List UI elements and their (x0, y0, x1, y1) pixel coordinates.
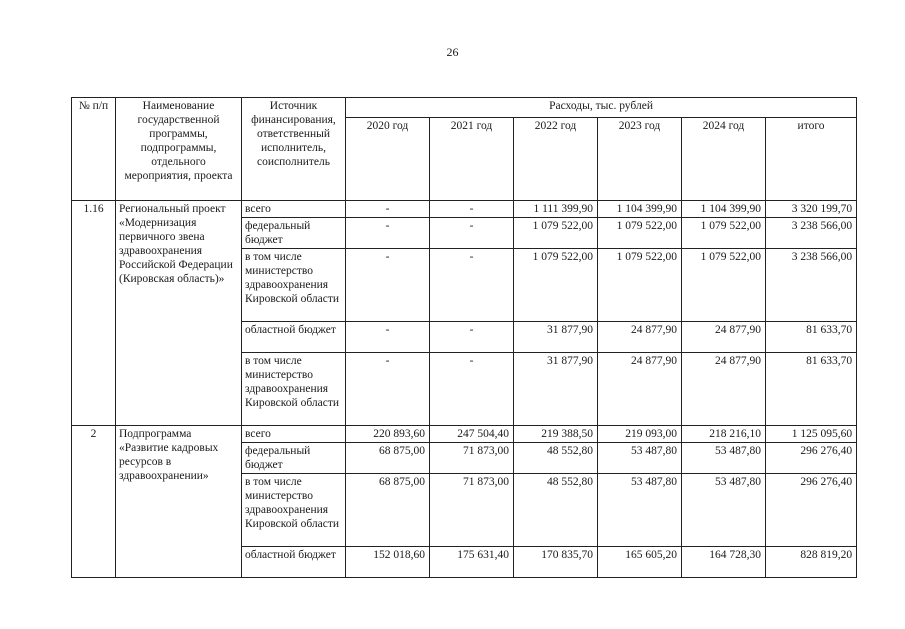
header-year-2023: 2023 год (598, 118, 682, 201)
value-cell: 170 835,70 (514, 547, 598, 578)
value-cell: 219 093,00 (598, 426, 682, 443)
value-cell: 48 552,80 (514, 443, 598, 474)
value-cell: 247 504,40 (430, 426, 514, 443)
value-cell: 1 079 522,00 (682, 218, 766, 249)
value-cell: 24 877,90 (598, 322, 682, 353)
value-cell: 1 079 522,00 (598, 249, 682, 322)
row-number: 1.16 (72, 201, 116, 426)
value-cell: 152 018,60 (346, 547, 430, 578)
source-cell: всего (242, 426, 346, 443)
value-cell: 296 276,40 (766, 474, 857, 547)
value-cell: 53 487,80 (682, 474, 766, 547)
source-cell: в том числе министерство здравоохранения Кировской области (242, 249, 346, 322)
value-cell: - (346, 201, 430, 218)
header-year-2022: 2022 год (514, 118, 598, 201)
value-cell: 31 877,90 (514, 322, 598, 353)
value-cell: - (430, 249, 514, 322)
value-cell: 24 877,90 (598, 353, 682, 426)
header-source: Источник финансирования, ответственный исполнитель, соисполнитель (242, 98, 346, 201)
value-cell: 220 893,60 (346, 426, 430, 443)
value-cell: 53 487,80 (682, 443, 766, 474)
value-cell: 24 877,90 (682, 353, 766, 426)
value-cell: 1 079 522,00 (514, 218, 598, 249)
row-name: Региональный проект «Модернизация первичного звена здравоохранения Российской Федерации (Кировская область)» (116, 201, 242, 426)
value-cell: 296 276,40 (766, 443, 857, 474)
value-cell: 68 875,00 (346, 443, 430, 474)
value-cell: 31 877,90 (514, 353, 598, 426)
value-cell: - (346, 322, 430, 353)
header-year-2020: 2020 год (346, 118, 430, 201)
value-cell: 24 877,90 (682, 322, 766, 353)
value-cell: - (430, 218, 514, 249)
row-number: 2 (72, 426, 116, 578)
value-cell: 1 104 399,90 (598, 201, 682, 218)
value-cell: 1 079 522,00 (682, 249, 766, 322)
value-cell: 68 875,00 (346, 474, 430, 547)
header-name: Наименование государственной программы, подпрограммы, отдельного мероприятия, проекта (116, 98, 242, 201)
table-row (72, 201, 857, 218)
header-num: № п/п (72, 98, 116, 201)
source-cell: федеральный бюджет (242, 443, 346, 474)
value-cell: - (430, 353, 514, 426)
source-cell: федеральный бюджет (242, 218, 346, 249)
value-cell: 219 388,50 (514, 426, 598, 443)
source-cell: областной бюджет (242, 322, 346, 353)
value-cell: 3 320 199,70 (766, 201, 857, 218)
value-cell: 1 104 399,90 (682, 201, 766, 218)
table-row (72, 426, 857, 443)
value-cell: 81 633,70 (766, 322, 857, 353)
source-cell: областной бюджет (242, 547, 346, 578)
value-cell: 3 238 566,00 (766, 249, 857, 322)
header-year-2024: 2024 год (682, 118, 766, 201)
value-cell: - (346, 218, 430, 249)
row-name: Подпрограмма «Развитие кадровых ресурсов в здравоохранении» (116, 426, 242, 578)
value-cell: 1 125 095,60 (766, 426, 857, 443)
value-cell: 175 631,40 (430, 547, 514, 578)
value-cell: 71 873,00 (430, 443, 514, 474)
value-cell: 218 216,10 (682, 426, 766, 443)
value-cell: - (346, 353, 430, 426)
value-cell: 1 079 522,00 (598, 218, 682, 249)
budget-table (71, 97, 857, 578)
value-cell: 53 487,80 (598, 474, 682, 547)
value-cell: 81 633,70 (766, 353, 857, 426)
header-expenses: Расходы, тыс. рублей (346, 98, 857, 118)
source-cell: в том числе министерство здравоохранения Кировской области (242, 353, 346, 426)
value-cell: 3 238 566,00 (766, 218, 857, 249)
value-cell: 828 819,20 (766, 547, 857, 578)
value-cell: 53 487,80 (598, 443, 682, 474)
header-total: итого (766, 118, 857, 201)
source-cell: в том числе министерство здравоохранения Кировской области (242, 474, 346, 547)
value-cell: 48 552,80 (514, 474, 598, 547)
header-year-2021: 2021 год (430, 118, 514, 201)
value-cell: - (430, 201, 514, 218)
page-number: 26 (446, 45, 459, 59)
value-cell: - (346, 249, 430, 322)
source-cell: всего (242, 201, 346, 218)
value-cell: 164 728,30 (682, 547, 766, 578)
value-cell: 165 605,20 (598, 547, 682, 578)
value-cell: 1 079 522,00 (514, 249, 598, 322)
value-cell: 71 873,00 (430, 474, 514, 547)
value-cell: 1 111 399,90 (514, 201, 598, 218)
value-cell: - (430, 322, 514, 353)
